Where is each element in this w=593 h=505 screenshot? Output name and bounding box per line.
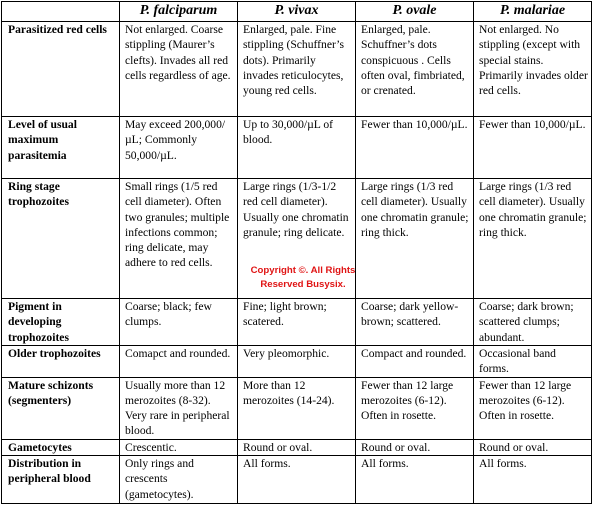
table-cell: Fewer than 10,000/µL. bbox=[356, 117, 474, 179]
copyright-watermark bbox=[243, 264, 363, 292]
header-corner bbox=[2, 2, 120, 22]
header-row bbox=[2, 2, 592, 22]
table-cell: Coarse; dark yellow-brown; scattered. bbox=[356, 299, 474, 346]
table-cell: Coarse; dark brown; scattered clumps; abundant. bbox=[474, 299, 592, 346]
table-cell: All forms. bbox=[474, 456, 592, 504]
row-label-older-trophozoites: Older trophozoites bbox=[2, 346, 120, 378]
row-label-parasitized-red-cells: Parasitized red cells bbox=[2, 22, 120, 117]
table-cell: Up to 30,000/µL of blood. bbox=[238, 117, 356, 179]
row-label-maximum-parasitemia: Level of usual maximum parasitemia bbox=[2, 117, 120, 179]
header-p-falciparum: P. falciparum bbox=[120, 2, 238, 22]
table-row bbox=[2, 117, 592, 179]
table-cell: Fine; light brown; scatered. bbox=[238, 299, 356, 346]
table-cell: Large rings (1/3 red cell diameter). Usually one chromatin granule; ring thick. bbox=[356, 179, 474, 299]
table-cell: Round or oval. bbox=[474, 439, 592, 455]
table-cell: Large rings (1/3-1/2 red cell diameter). Usually one chromatin granule; ring delicate. bbox=[238, 179, 356, 299]
table-cell: Coarse; black; few clumps. bbox=[120, 299, 238, 346]
table-cell: All forms. bbox=[238, 456, 356, 504]
table-cell: Not enlarged. No stippling (except with special stains. Primarily invades older red cells. bbox=[474, 22, 592, 117]
watermark-line-2: Reserved Busysix. bbox=[260, 279, 346, 290]
header-p-ovale: P. ovale bbox=[356, 2, 474, 22]
header-p-vivax: P. vivax bbox=[238, 2, 356, 22]
malaria-comparison-table bbox=[1, 1, 592, 504]
table-cell: Round or oval. bbox=[238, 439, 356, 455]
table-row bbox=[2, 299, 592, 346]
table-row bbox=[2, 22, 592, 117]
row-label-distribution: Distribution in peripheral blood bbox=[2, 456, 120, 504]
table-cell: Comapct and rounded. bbox=[120, 346, 238, 378]
row-label-gametocytes: Gametocytes bbox=[2, 439, 120, 455]
table-row bbox=[2, 456, 592, 504]
table-cell: Round or oval. bbox=[356, 439, 474, 455]
table-cell: Only rings and crescents (gametocytes). bbox=[120, 456, 238, 504]
table-row bbox=[2, 346, 592, 378]
table-row bbox=[2, 439, 592, 455]
table-cell: Very pleomorphic. bbox=[238, 346, 356, 378]
table-cell: Usually more than 12 merozoites (8-32). Very rare in peripheral blood. bbox=[120, 377, 238, 439]
table-cell: Small rings (1/5 red cell diameter). Often two granules; multiple infections common; ring delicate, may adhere to red cells. bbox=[120, 179, 238, 299]
table-cell: Enlarged, pale. Fine stippling (Schuffner’s dots). Primarily invades reticulocytes, young red cells. bbox=[238, 22, 356, 117]
table-cell: More than 12 merozoites (14-24). bbox=[238, 377, 356, 439]
table-cell: Enlarged, pale. Schuffner’s dots conspicuous . Cells often oval, fimbriated, or crenated. bbox=[356, 22, 474, 117]
row-label-pigment: Pigment in developing trophozoites bbox=[2, 299, 120, 346]
table-cell: Compact and rounded. bbox=[356, 346, 474, 378]
row-label-ring-stage: Ring stage trophozoites bbox=[2, 179, 120, 299]
watermark-line-1: Copyright ©. All Rights bbox=[250, 265, 356, 276]
table-cell: Fewer than 12 large merozoites (6-12). Often in rosette. bbox=[356, 377, 474, 439]
table-cell: Fewer than 10,000/µL. bbox=[474, 117, 592, 179]
header-p-malariae: P. malariae bbox=[474, 2, 592, 22]
table-cell: May exceed 200,000/µL; Commonly 50,000/µL. bbox=[120, 117, 238, 179]
table-cell: Occasional band forms. bbox=[474, 346, 592, 378]
table-row bbox=[2, 377, 592, 439]
table-cell: Large rings (1/3 red cell diameter). Usually one chromatin granule; ring thick. bbox=[474, 179, 592, 299]
table-cell: All forms. bbox=[356, 456, 474, 504]
table-cell: Crescentic. bbox=[120, 439, 238, 455]
row-label-mature-schizonts: Mature schizonts (segmenters) bbox=[2, 377, 120, 439]
table-cell: Not enlarged. Coarse stippling (Maurer’s clefts). Invades all red cells regardless of age. bbox=[120, 22, 238, 117]
table-cell: Fewer than 12 large merozoites (6-12). Often in rosette. bbox=[474, 377, 592, 439]
